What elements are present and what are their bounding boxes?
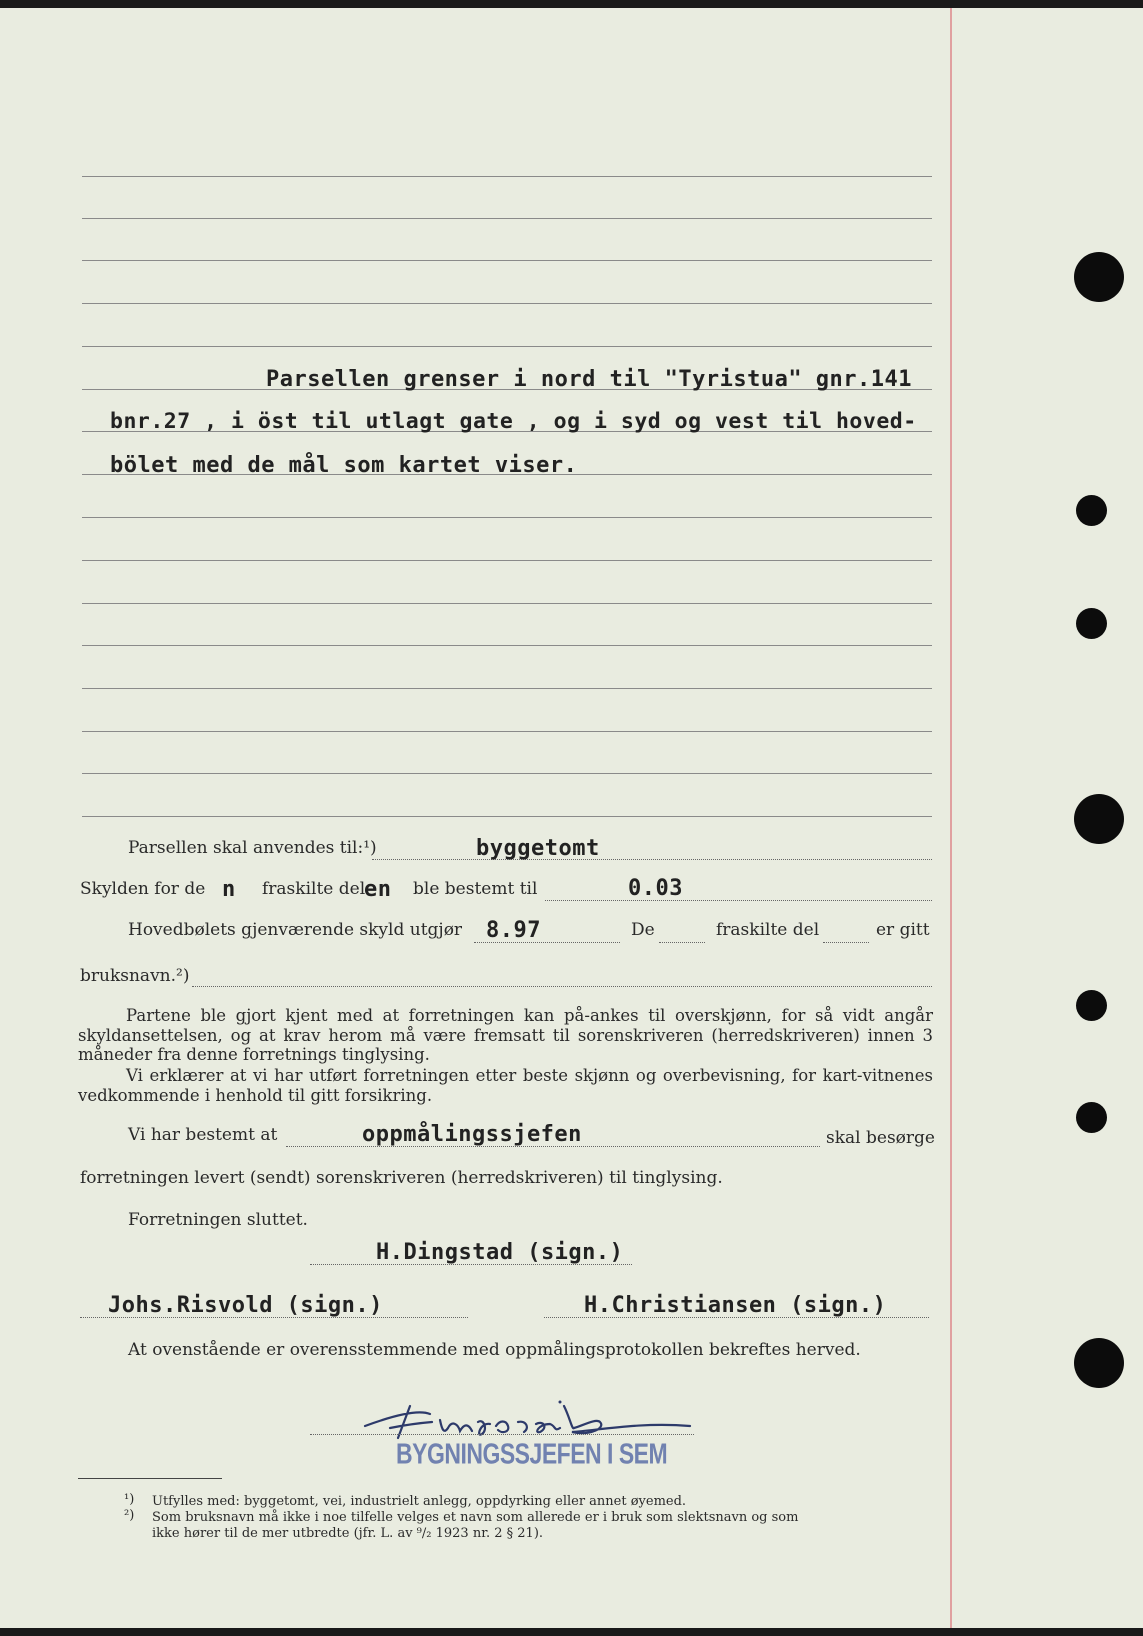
ruled-line bbox=[82, 645, 932, 646]
skyld-text-3: ble bestemt til bbox=[413, 879, 538, 899]
appeal-paragraph: Partene ble gjort kjent med at forretningen kan på-ankes til overskjønn, for så vidt angår skyldansettelsen, og at krav herom må være fremsatt til sorenskriveren (herredskriveren) innen 3 måneder fra denne forretnings tinglysing. bbox=[78, 1006, 933, 1064]
use-dotted-line bbox=[372, 859, 932, 860]
typed-paragraph-line-1: Parsellen grenser i nord til "Tyristua" gnr.141 bbox=[266, 367, 913, 392]
skal-besorge-label: skal besørge bbox=[826, 1128, 935, 1148]
fraskilte-del-label: fraskilte del bbox=[716, 920, 820, 940]
skyld-text-1: Skylden for de bbox=[80, 879, 206, 899]
de-dotted-line bbox=[659, 942, 705, 943]
footnote-2-mark: ²) bbox=[124, 1508, 135, 1523]
ruled-line bbox=[82, 773, 932, 774]
punch-hole bbox=[1076, 495, 1107, 526]
skyld-text-2: fraskilte del bbox=[262, 879, 366, 899]
ruled-line bbox=[82, 176, 932, 177]
footnote-2-line-1: Som bruksnavn må ikke i noe tilfelle velges et navn som allerede er i bruk som slektsnavn og som bbox=[152, 1510, 799, 1525]
skyld-dotted-line bbox=[545, 900, 932, 901]
sluttet-text: Forretningen sluttet. bbox=[128, 1210, 308, 1230]
ruled-line bbox=[82, 218, 932, 219]
typed-paragraph-line-2: bnr.27 , i öst til utlagt gate , og i syd og vest til hoved- bbox=[110, 409, 917, 434]
ruled-line bbox=[82, 603, 932, 604]
ruled-line bbox=[82, 517, 932, 518]
bruksnavn-label: bruksnavn.²) bbox=[80, 966, 190, 986]
bruksnavn-dotted-line bbox=[192, 986, 932, 987]
signature-risvold: Johs.Risvold (sign.) bbox=[108, 1293, 383, 1318]
fraskilte-dotted-line bbox=[823, 942, 869, 943]
declaration-paragraph: Vi erklærer at vi har utført forretningen etter beste skjønn og overbevisning, for kart-vitnenes vedkommende i henhold til gitt forsikring. bbox=[78, 1066, 933, 1105]
skyld-value: 0.03 bbox=[628, 876, 683, 901]
footnote-rule bbox=[78, 1478, 222, 1479]
punch-hole bbox=[1076, 990, 1107, 1021]
punch-hole bbox=[1074, 252, 1124, 302]
use-label: Parsellen skal anvendes til:¹) bbox=[128, 838, 377, 858]
responsible-value: oppmålingssjefen bbox=[362, 1122, 582, 1147]
punch-hole bbox=[1074, 1338, 1124, 1388]
footnote-2-line-2: ikke hører til de mer utbredte (jfr. L. av ⁹/₂ 1923 nr. 2 § 21). bbox=[152, 1526, 544, 1541]
typed-paragraph-line-3: bölet med de mål som kartet viser. bbox=[110, 453, 578, 478]
punch-hole bbox=[1076, 1102, 1107, 1133]
footnote-1-mark: ¹) bbox=[124, 1492, 135, 1507]
signature-christiansen: H.Christiansen (sign.) bbox=[584, 1293, 887, 1318]
bestemt-label: Vi har bestemt at bbox=[128, 1125, 278, 1145]
punch-hole bbox=[1074, 794, 1124, 844]
de-label: De bbox=[631, 920, 655, 940]
signature-dingstad: H.Dingstad (sign.) bbox=[376, 1240, 624, 1265]
ruled-line bbox=[82, 260, 932, 261]
remaining-value: 8.97 bbox=[486, 918, 541, 943]
ruled-line bbox=[82, 816, 932, 817]
ruled-line bbox=[82, 731, 932, 732]
ruled-line bbox=[82, 303, 932, 304]
footnote-1: Utfylles med: byggetomt, vei, industrielt anlegg, oppdyrking eller annet øyemed. bbox=[152, 1494, 687, 1509]
ruled-line bbox=[82, 346, 932, 347]
er-gitt-label: er gitt bbox=[876, 920, 930, 940]
margin-line bbox=[950, 8, 952, 1628]
skyld-handwritten-en: en bbox=[364, 877, 392, 902]
ruled-line bbox=[82, 688, 932, 689]
confirmation-text: At ovenstående er overensstemmende med oppmålingsprotokollen bekreftes herved. bbox=[128, 1340, 861, 1360]
remaining-label: Hovedbølets gjenværende skyld utgjør bbox=[128, 920, 463, 940]
levert-text: forretningen levert (sendt) sorenskriveren (herredskriveren) til tinglysing. bbox=[80, 1168, 723, 1188]
punch-hole bbox=[1076, 608, 1107, 639]
skyld-handwritten-n: n bbox=[222, 877, 236, 902]
ruled-line bbox=[82, 560, 932, 561]
document-page bbox=[0, 8, 1143, 1628]
signature-dotted-line bbox=[310, 1434, 694, 1435]
purpose-value: byggetomt bbox=[476, 836, 600, 861]
official-stamp: BYGNINGSSJEFEN I SEM bbox=[396, 1437, 668, 1470]
